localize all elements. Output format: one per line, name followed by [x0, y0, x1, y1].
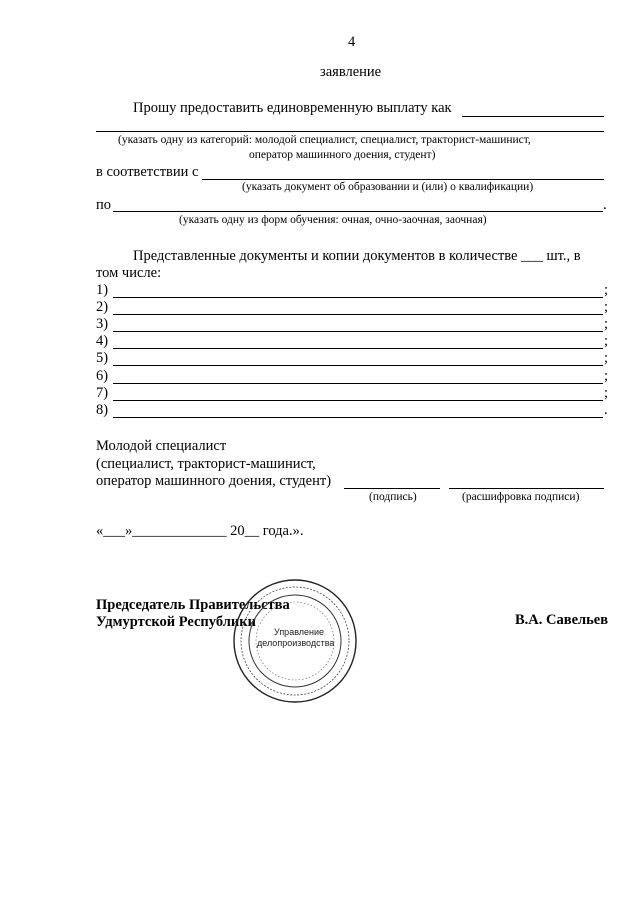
- signature-field-line[interactable]: [344, 488, 440, 489]
- chairman-position-line2: Удмуртской Республики: [96, 614, 256, 630]
- signer-category-line2: (специалист, тракторист-машинист,: [96, 456, 316, 472]
- item-number: 8): [96, 402, 109, 418]
- item-number: 6): [96, 368, 109, 384]
- decode-field-line[interactable]: [449, 488, 604, 489]
- study-label: по: [96, 197, 112, 213]
- form-title: заявление: [320, 64, 382, 80]
- office-stamp: [232, 578, 358, 704]
- item-end: ;: [604, 368, 609, 384]
- item-end: ;: [604, 282, 609, 298]
- study-field-line[interactable]: [113, 211, 603, 212]
- item-end: .: [604, 402, 608, 418]
- request-hint-line1: (указать одну из категорий: молодой специалист, специалист, тракторист-машинист,: [118, 134, 531, 146]
- item-field-line[interactable]: [113, 400, 603, 401]
- documents-line1: Представленные документы и копии документов в количестве ___ шт., в: [133, 248, 581, 264]
- item-end: ;: [604, 316, 609, 332]
- item-field-line[interactable]: [113, 314, 603, 315]
- chairman-name: В.А. Савельев: [515, 612, 609, 628]
- signature-label: (подпись): [369, 491, 417, 503]
- item-end: ;: [604, 333, 609, 349]
- item-end: ;: [604, 385, 609, 401]
- accordance-field-line[interactable]: [202, 179, 604, 180]
- item-number: 5): [96, 350, 109, 366]
- request-field-line[interactable]: [462, 116, 604, 117]
- item-end: ;: [604, 299, 609, 315]
- documents-line2: том числе:: [96, 265, 162, 281]
- decode-label: (расшифровка подписи): [462, 491, 580, 503]
- item-field-line[interactable]: [113, 417, 603, 418]
- item-field-line[interactable]: [113, 297, 603, 298]
- item-number: 4): [96, 333, 109, 349]
- signer-category-line3: оператор машинного доения, студент): [96, 473, 332, 489]
- date-line: «___»_____________ 20__ года.».: [96, 523, 304, 539]
- study-end: .: [603, 197, 607, 213]
- request-hint-line2: оператор машинного доения, студент): [249, 149, 436, 161]
- item-number: 3): [96, 316, 109, 332]
- accordance-label: в соответствии с: [96, 164, 199, 180]
- item-field-line[interactable]: [113, 331, 603, 332]
- request-text: Прошу предоставить единовременную выплату как: [133, 100, 452, 116]
- item-number: 1): [96, 282, 109, 298]
- item-end: ;: [604, 350, 609, 366]
- item-field-line[interactable]: [113, 348, 603, 349]
- page-number: 4: [348, 34, 356, 50]
- stamp-text-line2: делопроизводства: [257, 638, 335, 648]
- accordance-hint: (указать документ об образовании и (или) о квалификации): [242, 181, 534, 193]
- stamp-text-line1: Управление: [274, 627, 325, 637]
- request-field-line-2[interactable]: [96, 131, 604, 132]
- chairman-position-line1: Председатель Правительства: [96, 597, 290, 613]
- item-number: 2): [96, 299, 109, 315]
- study-hint: (указать одну из форм обучения: очная, очно-заочная, заочная): [179, 214, 487, 226]
- item-field-line[interactable]: [113, 383, 603, 384]
- item-field-line[interactable]: [113, 365, 603, 366]
- item-number: 7): [96, 385, 109, 401]
- signer-category-line1: Молодой специалист: [96, 438, 227, 454]
